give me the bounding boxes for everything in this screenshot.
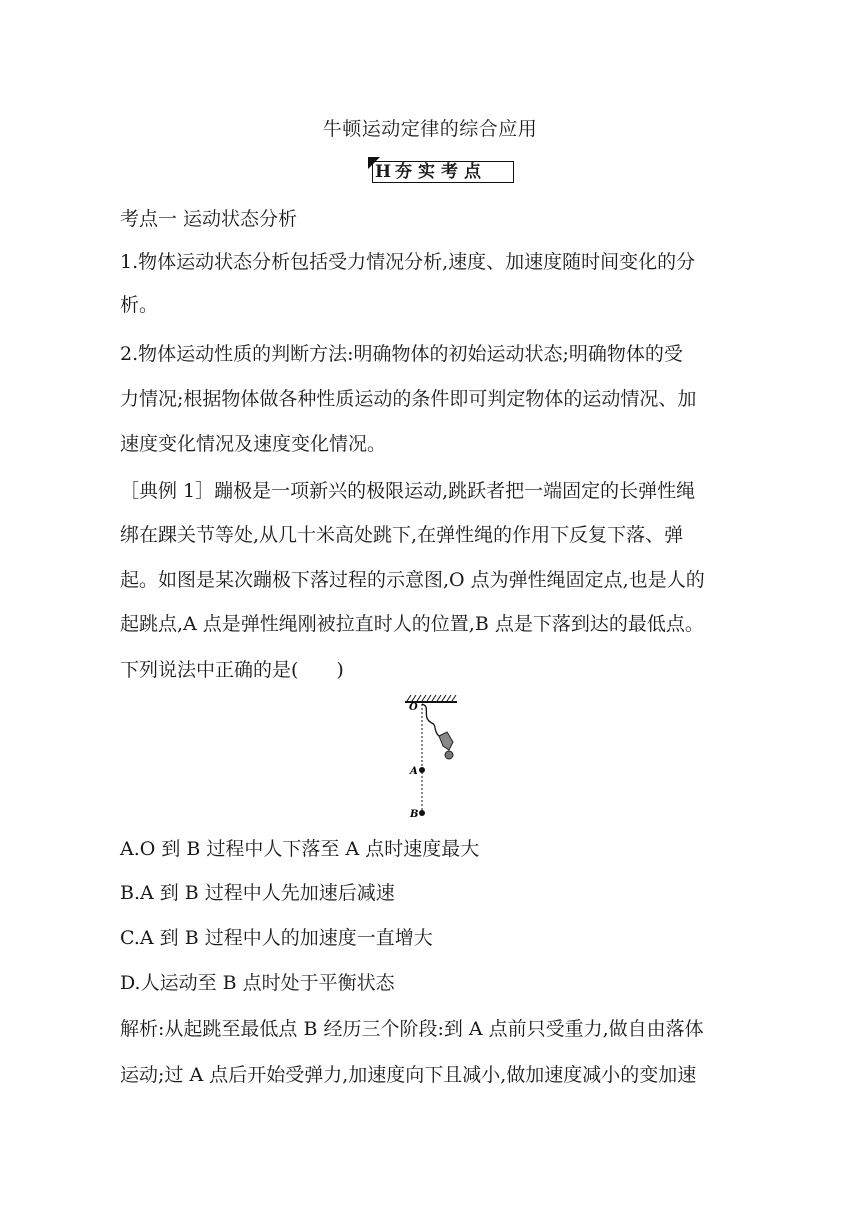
label-b: B	[410, 809, 419, 820]
paragraph-line: 起跳点,A 点是弹性绳刚被拉直时人的位置,B 点是下落到达的最低点。	[120, 613, 704, 635]
paragraph-line: 起。如图是某次蹦极下落过程的示意图,O 点为弹性绳固定点,也是人的	[120, 569, 705, 591]
paragraph-line: 2.物体运动性质的判断方法:明确物体的初始运动状态;明确物体的受	[120, 343, 683, 365]
analysis-line: 解析:从起跳至最低点 B 经历三个阶段:到 A 点前只受重力,做自由落体	[120, 1018, 704, 1040]
badge-label: 夯实考点	[395, 162, 487, 182]
bungee-cord	[422, 704, 441, 738]
paragraph-line: 1.物体运动状态分析包括受力情况分析,速度、加速度随时间变化的分	[120, 251, 696, 273]
option-a: A.O 到 B 过程中人下落至 A 点时速度最大	[120, 838, 480, 860]
paragraph-line: 速度变化情况及速度变化情况。	[120, 433, 387, 455]
option-d: D.人运动至 B 点时处于平衡状态	[120, 972, 395, 994]
option-c: C.A 到 B 过程中人的加速度一直增大	[120, 927, 433, 949]
point-a-dot	[419, 767, 425, 773]
label-a: A	[410, 766, 418, 777]
page-title: 牛顿运动定律的综合应用	[322, 118, 538, 140]
paragraph-line: 析。	[120, 294, 159, 316]
badge-letter: H	[374, 162, 392, 182]
section-heading: 考点一 运动状态分析	[120, 208, 298, 230]
ceiling-hatch	[407, 695, 456, 701]
question-prompt: 下列说法中正确的是( )	[120, 659, 344, 681]
analysis-line: 运动;过 A 点后开始受弹力,加速度向下且减小,做加速度减小的变加速	[120, 1064, 697, 1086]
label-o: O	[409, 702, 418, 713]
paragraph-line: 绑在踝关节等处,从几十米高处跳下,在弹性绳的作用下反复下落、弹	[120, 524, 684, 546]
point-b-dot	[419, 810, 425, 816]
bungee-diagram	[395, 692, 465, 822]
paragraph-line: 力情况;根据物体做各种性质运动的条件即可判定物体的运动情况、加	[120, 388, 697, 410]
jumper-head	[445, 751, 453, 759]
bungee-diagram-svg	[395, 692, 465, 822]
jumper-figure	[439, 732, 453, 750]
option-b: B.A 到 B 过程中人先加速后减速	[120, 882, 395, 904]
section-badge	[368, 157, 516, 185]
paragraph-line: ［典例 1］蹦极是一项新兴的极限运动,跳跃者把一端固定的长弹性绳	[120, 480, 696, 502]
